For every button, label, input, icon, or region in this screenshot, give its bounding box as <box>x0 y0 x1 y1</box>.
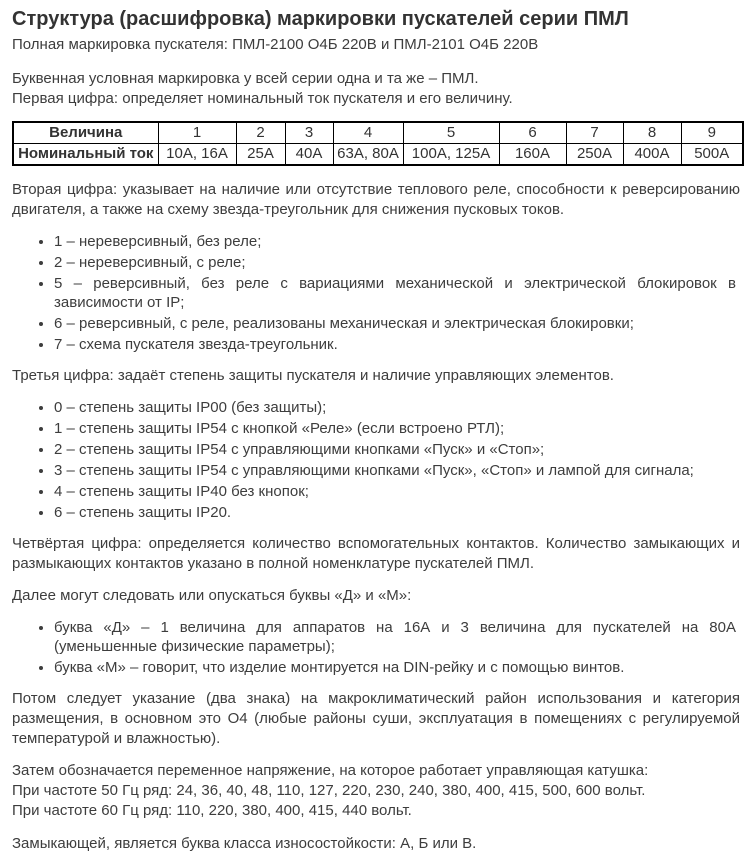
size-cell: 4 <box>333 122 403 144</box>
table-row-currents <box>13 144 743 166</box>
fourth-digit-paragraph: Четвёртая цифра: определяется количество вспомогательных контактов. Количество замыкающих и размыкающих контактов указано в полной номенклатуре пускателей ПМЛ. <box>12 535 740 572</box>
current-cell: 100А, 125А <box>403 144 499 166</box>
size-cell: 6 <box>499 122 566 144</box>
size-cell: 3 <box>285 122 333 144</box>
current-cell: 40А <box>285 144 333 166</box>
closing-paragraph: Замыкающей, является буква класса износостойкости: А, Б или В. <box>12 835 477 852</box>
list-item: • 5 – реверсивный, без реле с вариациями механической и электрической блокировок в зависимости от IP; <box>54 274 740 312</box>
size-cell: 1 <box>158 122 236 144</box>
voltage-50hz-line: При частоте 50 Гц ряд: 24, 36, 40, 48, 110, 127, 220, 230, 240, 380, 400, 415, 500, 600 вольт. <box>12 782 646 799</box>
size-current-table <box>12 121 744 166</box>
list-item: • 0 – степень защиты IP00 (без защиты); <box>54 398 740 417</box>
current-cell: 63А, 80А <box>333 144 403 166</box>
current-cell: 250А <box>566 144 623 166</box>
list-item: • 1 – нереверсивный, без реле; <box>54 232 740 251</box>
voltage-60hz-line: При частоте 60 Гц ряд: 110, 220, 380, 400, 415, 440 вольт. <box>12 802 412 819</box>
list-item: • 6 – реверсивный, с реле, реализованы механическая и электрическая блокировки; <box>54 314 740 333</box>
size-cell: 8 <box>623 122 681 144</box>
series-letters-line: Буквенная условная маркировка у всей серии одна и та же – ПМЛ. <box>12 70 479 87</box>
current-cell: 500А <box>681 144 743 166</box>
letters-list <box>12 618 740 677</box>
size-cell: 9 <box>681 122 743 144</box>
list-item: • 7 – схема пускателя звезда-треугольник. <box>54 335 740 354</box>
letters-lead-paragraph: Далее могут следовать или опускаться буквы «Д» и «М»: <box>12 587 412 604</box>
list-item: • 3 – степень защиты IP54 с управляющими кнопками «Пуск», «Стоп» и лампой для сигнала; <box>54 461 740 480</box>
voltage-paragraph <box>12 761 740 821</box>
climate-paragraph: Потом следует указание (два знака) на макроклиматический район использования и категория размещения, в основном это О4 (любые районы суши, эксплуатация в помещениях с регулируемой температурой и влажностью). <box>12 690 740 747</box>
current-cell: 10А, 16А <box>158 144 236 166</box>
list-item: • 2 – степень защиты IP54 с управляющими кнопками «Пуск» и «Стоп»; <box>54 440 740 459</box>
first-digit-line: Первая цифра: определяет номинальный ток пускателя и его величину. <box>12 90 513 107</box>
third-digit-list <box>12 398 740 522</box>
table-row-sizes <box>13 122 743 144</box>
intro-paragraph <box>12 69 740 109</box>
list-item: • 4 – степень защиты IP40 без кнопок; <box>54 482 740 501</box>
table-header-current: Номинальный ток <box>13 144 158 166</box>
list-item: • буква «Д» – 1 величина для аппаратов на 16А и 3 величина для пускателей на 80А (уменьшенные физические параметры); <box>54 618 740 656</box>
table-header-size: Величина <box>13 122 158 144</box>
list-item: • буква «М» – говорит, что изделие монтируется на DIN-рейку и с помощью винтов. <box>54 658 740 677</box>
voltage-intro-line: Затем обозначается переменное напряжение, на которое работает управляющая катушка: <box>12 762 649 779</box>
size-cell: 7 <box>566 122 623 144</box>
list-item: • 1 – степень защиты IP54 с кнопкой «Реле» (если встроено РТЛ); <box>54 419 740 438</box>
document-page <box>12 8 740 854</box>
size-cell: 5 <box>403 122 499 144</box>
size-cell: 2 <box>236 122 285 144</box>
current-cell: 400А <box>623 144 681 166</box>
full-marking-line: Полная маркировка пускателя: ПМЛ-2100 О4Б 220В и ПМЛ-2101 О4Б 220В <box>12 36 539 53</box>
list-item: • 6 – степень защиты IP20. <box>54 503 740 522</box>
current-cell: 25А <box>236 144 285 166</box>
page-title: Структура (расшифровка) маркировки пускателей серии ПМЛ <box>12 8 629 30</box>
list-item: • 2 – нереверсивный, с реле; <box>54 253 740 272</box>
second-digit-list <box>12 232 740 354</box>
second-digit-paragraph: Вторая цифра: указывает на наличие или отсутствие теплового реле, способности к реверсированию двигателя, а также на схему звезда-треугольник для снижения пусковых токов. <box>12 181 740 218</box>
third-digit-paragraph: Третья цифра: задаёт степень защиты пускателя и наличие управляющих элементов. <box>12 367 614 384</box>
current-cell: 160А <box>499 144 566 166</box>
